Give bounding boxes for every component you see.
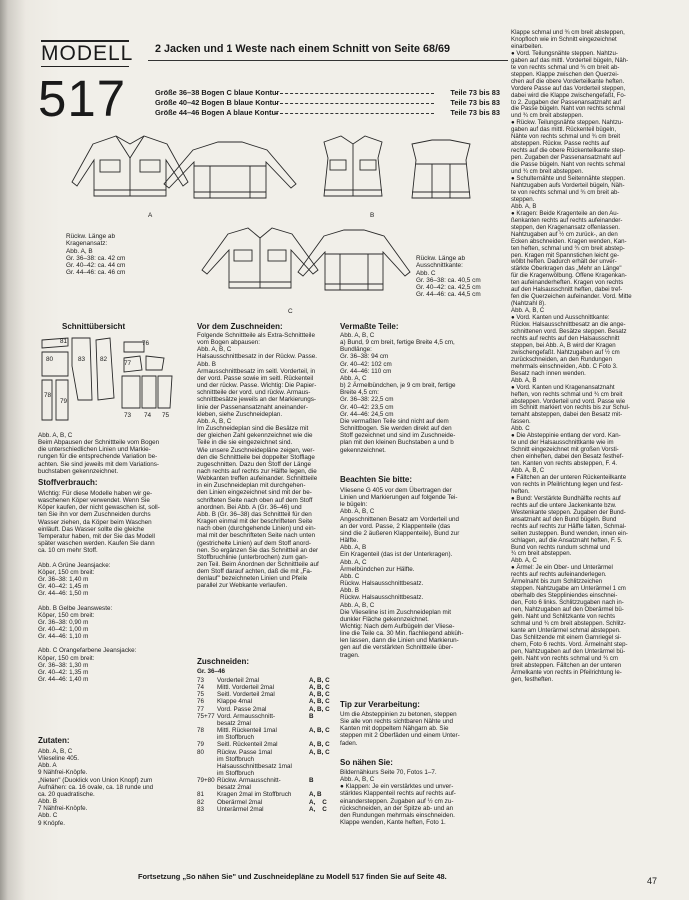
- jacket-c-front-drawing: [202, 228, 318, 288]
- piece-78: 78: [44, 392, 52, 399]
- beachten-heading: Beachten Sie bitte:: [340, 475, 413, 484]
- title-divider: [148, 60, 508, 61]
- piece-77: 77: [124, 360, 132, 367]
- piece-number: 79+80: [197, 777, 215, 785]
- vor-dem-zuschneiden-text: Folgende Schnittteile als Extra-Schnittteile vom Bogen abpausen: Abb. A, B, C Halsausschnittbesatz in der Rückw. Passe. Abb. B Armausschnittbesatz im seitl. Vorderteil, in der vord. Passe sowie im seitl. Rückenteil und der rückw. Passe. Wichtig: Die Papier- schnittteile der vord. und rückw. Armaus- schnittbesätze jeweils an der Markierungs- linie der Passenansatznaht aneinander- kleben, siehe Zuschneideplan. Abb. A, B, C Im Zuschneideplan sind die Besätze mit der gleichen Zahl gekennzeichnet wie die Teile in die sie eingezeichnet sind. Wie unsere Zuschneidepläne zeigen, wer- den die Schnittteile bei doppelter Stofflage zugeschnitten. Dazu den Stoff der Länge nach rechts auf rechts zur Hälfte legen, die Webkanten treffen aufeinander. Schnittteile in ein Zuschneideplan mit durchgehen- den Linien eingezeichnet sind mit der be- schrifteten Seite nach oben auf dem Stoff anordnen. Bei Abb. A (Gr. 36–46) und Abb. B (Gr. 36–38) das Schnittteil für den Kragen einmal mit der beschrifteten Seite nach oben (durchgehende Linien) und ein- mal mit der beschrifteten Seite nach unten (gestrichelte Linien) auf dem Stoff anord- nen. So ergänzen Sie das Schnittteil an der Stoffbruchlinie (unterbrochen) zum gan- zen Teil. Beim Anordnen der Schnittteile auf dem Stoff darauf achten, daß die mit „Fa- denlauf" bezeichneten Linien und Pfeile parallel zur Webkante verlaufen.: [197, 332, 319, 590]
- piece-number: 75: [197, 691, 205, 699]
- piece-name: Unterärmel 2mal: [217, 805, 264, 813]
- piece-name: Rückw. Armausschnitt- besatz 2mal: [217, 777, 281, 792]
- page-title: 2 Jacken und 1 Weste nach einem Schnitt von Seite 68/69: [155, 43, 451, 55]
- piece-variation: A, B, C: [309, 677, 330, 684]
- piece-79: 79: [60, 398, 68, 405]
- piece-name: Mittl. Vorderteil 2mal: [217, 684, 275, 692]
- piece-variation: A, B, C: [309, 727, 330, 735]
- piece-variation: A, B, C: [309, 684, 330, 692]
- figure-label-c: C: [288, 308, 293, 315]
- zutaten-text: Abb. A, B, C Vlieseline 405. Abb. A 9 Nähfrei-Knöpfe. „Nieten" (Duoklick von Union Knopf) zum Aufnähen: ca. 16 ovale, ca. 18 runde und ca. 20 quadratische. Abb. B 7 Nähfrei-Knöpfe. Abb. C 9 Knöpfe.: [38, 748, 154, 827]
- vest-b-back-drawing: [412, 140, 470, 198]
- footer-note: Fortsetzung „So nähen Sie" und Zuschneidepläne zu Modell 517 finden Sie auf Seite 48.: [138, 872, 447, 881]
- piece-73: 73: [124, 412, 132, 419]
- piece-name: Kragen 2mal im Stoffbruch: [217, 791, 292, 799]
- piece-name: Vorderteil 2mal: [217, 677, 259, 684]
- piece-variation: A, B, C: [309, 748, 330, 756]
- piece-number: 75+77: [197, 712, 215, 720]
- size-row: Größe 44–46 Bogen A blaue Kontur Teile 73 bis 83: [155, 108, 500, 117]
- stoffverbrauch-heading: Stoffverbrauch:: [38, 478, 98, 487]
- piece-name: Vord. Armausschnitt- besatz 2mal: [217, 712, 276, 727]
- piece-name: Oberärmel 2mal: [217, 798, 263, 806]
- back-length-ab: Rückw. Länge ab Kragenansatz: Abb. A, B Gr. 36–38: ca. 42 cm Gr. 40–42: ca. 44 cm Gr. 44–46: ca. 46 cm: [66, 233, 126, 277]
- piece-number: 78: [197, 727, 205, 735]
- tip-text: Um die Absteppinien zu betonen, steppen Sie alle von rechts sichtbaren Nähte und Kanten mit doppeltem Nähgarn ab. Sie steppen mit 2 Oberfäden und einem Unter- faden.: [340, 711, 460, 747]
- beachten-text: Vliesene G 405 vor dem Übertragen der Linien und Markierungen auf folgende Tei- le bügeln: Abb. A, B, C Angeschnittenen Besatz am Vorderteil und an der vord. Passe, 2 Klappenteile (das sind die 2 äußeren Klappenteile), Bund zur Hälfte. Abb. A, B Ein Kragenteil (das ist der Unterkragen). Abb. A, C Ärmelbündchen zur Hälfte. Abb. C Rückw. Halsausschnittbesatz. Abb. B Rückw. Halsausschnittbesatz. Abb. A, B, C Die Vlieseline ist im Zuschneideplan mit dunkler Fläche gekennzeichnet. Wichtig: Nach dem Aufbügeln der Vliese- line die Teile ca. 30 Min. flachliegend abküh- len lassen, dann die Linien und Markierun- gen auf die verstärkten Schnittteile über- tragen.: [340, 487, 464, 659]
- jacket-a-front-drawing: [72, 136, 188, 196]
- piece-number: 76: [197, 698, 205, 706]
- piece-80: 80: [46, 356, 54, 363]
- piece-variation: A, C: [309, 805, 327, 813]
- piece-81: 81: [60, 338, 68, 345]
- piece-76: 76: [142, 340, 150, 347]
- piece-name: Vord. Passe 2mal: [217, 705, 267, 713]
- piece-variation: B: [309, 712, 314, 720]
- piece-variation: A, B, C: [309, 741, 330, 749]
- vest-b-front-drawing: [324, 136, 382, 196]
- piece-variation: A, B: [309, 791, 322, 799]
- size-table: [155, 88, 500, 118]
- size-row: Größe 40–42 Bogen B blaue Kontur Teile 73 bis 83: [155, 98, 500, 107]
- piece-name: Klappe 4mal: [217, 698, 253, 706]
- piece-name: Seitl. Vorderteil 2mal: [217, 691, 275, 699]
- piece-75: 75: [162, 412, 170, 419]
- vor-dem-zuschneiden-heading: Vor dem Zuschneiden:: [197, 322, 283, 331]
- jacket-a-back-drawing: [164, 142, 296, 198]
- piece-number: 79: [197, 741, 205, 749]
- piece-variation: B: [309, 777, 314, 785]
- piece-number: 80: [197, 748, 205, 756]
- piece-variation: A, C: [309, 798, 327, 806]
- piece-number: 73: [197, 677, 205, 684]
- modell-label: MODELL: [41, 42, 134, 65]
- page-number: 47: [647, 876, 658, 886]
- so-naehen-heading: So nähen Sie:: [340, 758, 393, 767]
- sewing-instructions: Klappe schmal und ¾ cm breit absteppen, Knopfloch wie im Schnitt eingezeichnet einarbeiten. ● Vord. Teilungsnähte steppen. Nahtzu- gaben auf das mittl. Vorderteil bügeln, Näh- te von rechts schmal und ¾ cm breit ab- steppen. Klappe zwischen den Querzei- chen auf die obere Vorderteilkante heften. Vordere Passe auf das Vorderteil steppen, dabei wird die Klappe zwischengefaßt, Fo- to 2. Zugaben der Passenansatznaht auf die Passe bügeln. Naht von rechts schmal und ¾ cm breit absteppen. ● Rückw. Teilungsnähte steppen. Nahtzu- gaben auf das mittl. Rückenteil bügeln, Nähte von rechts schmal und ¾ cm breit absteppen. Rückw. Passe rechts auf rechts auf die obere Rückenteilkante step- pen. Zugaben der Passenansatznaht auf die Passe bügeln. Naht von rechts schmal und ¾ cm breit absteppen. ● Schulternähte und Seitennähte steppen. Nahtzugaben aufs Vorderteil bügeln, Näh- te von rechts schmal und ¾ cm breit ab- steppen. Abb. A, B ● Kragen: Beide Kragenteile an den Au- ßenkanten rechts auf rechts aufeinander- steppen, den Kragenansatz offenlassen. Nahtzugaben auf ½ cm zurück-, an den Ecken abschneiden. Kragen wenden, Kan- ten heften, schmal und ¾ cm breit abstep- pen. Kragen mit Spannstichen leicht ge- wölbt heften. Dadurch erhält der unver- stärkte Oberkragen das „Mehr an Länge" für die Kragenwölbung. Offene Kragenkan- ten aufeinanderheften. Kragen von rechts auf den Halsausschnitt heften, dabei tref- fen die Querzeichen aufeinander. Vord. Mitte (Nahtzahl 8). Abb. A, B, C ● Vord. Kanten und Ausschnittkante: Rückw. Halsausschnittbesatz an die ange- schnittenen vord. Besätze steppen. Besatz rechts auf rechts auf den Halsausschnitt steppen, bei Abb. A, B wird der Kragen zwischengefaßt. Nahtzugaben auf ½ cm zurückschneiden, an den Rundungen mehrmals einschneiden, Abb. C Foto 3. Besatz nach innen wenden. Abb. A, B ● Vord. Kanten und Kragenansatznaht heften, von rechts schmal und ¾ cm breit absteppen. Vorderteil und vord. Passe wie im Schnitt markiert von rechts bis zur Schul- temaht absteppen, dabei den Besatz mit- fassen. Abb. C ● Die Absteppinie entlang der vord. Kan- te und der Halsausschnittkante wie im Schnitt eingezeichnet mit großen Vorsti- chen einheften, dabei den Besatz festhef- ten. Kanten von rechts absteppen, F. 4. Abb. A, B, C ● Fältchen an der unteren Rückenteilkante von rechts in Pfeilrichtung legen und fest- heften. ● Bund: Verstärkte Bundhälfte rechts auf rechts auf die untere Jackenkante bzw. Westenkante steppen. Zugaben der Bund- ansatznaht auf den Bund bügeln. Bund rechts auf rechts zur Hälfte falten, Schmal- seiten zusteppen. Bund wenden, innen ein- schlagen, auf die Ansatznaht heften, F. 5. Bund von rechts rundum schmal und ¾ cm breit absteppen. Abb. A, C ● Ärmel: Je ein Ober- und Unterärmel rechts auf rechts aufeinanderlegen. Ärmelnaht bis zum Schlitzzeichen steppen. Nahtzugabe am Unterärmel 1 cm oberhalb des Steppliniendes einschnei- den, Foto 6 links. Schlitzzugaben nach in- nen, Nahtzugaben auf den Oberärmel bü- geln. Naht und Schlitzkante von rechts schmal und ¾ cm breit absteppen. Schlitz- kante am Unterärmel schmal absteppen. Das Schlitzende mit einem Garnriegel si- chern, Foto 6 rechts. Vord. Ärmelnaht step- pen, Nahtzugaben auf den Unterärmel bü- geln. Naht von rechts schmal und ¾ cm breit absteppen. Fältchen an der unteren Ärmelkante von rechts in Pfeilrichtung le- gen, festheften.: [511, 29, 632, 683]
- piece-name: Mittl. Rückenteil 1mal im Stoffbruch: [217, 727, 277, 742]
- piece-variation: A, B, C: [309, 691, 330, 699]
- so-naehen-text: Bildernähkurs Seite 70, Fotos 1–7. Abb. A, B, C ● Klappen: Je ein verstärktes und unver- stärktes Klappenteil rechts auf rechts auf- einandersteppen. Zugaben auf ½ cm zu- rückschneiden, an der Spitze ab- und an den Rundungen mehrmals einschneiden. Klappe wenden, Kante heften, Foto 1.: [340, 769, 456, 827]
- stoffverbrauch-text: Wichtig: Für diese Modelle haben wir ge- waschenen Köper verwendet. Wenn Sie Köper kaufen, der nicht gewaschen ist, soll- ten Sie ihn vor dem Zuschneiden durchs Wasser ziehen, da Köper beim Waschen einläuft. Das Wasser sollte die gleiche Temperatur haben, mit der Sie das Modell später waschen werden. Kaufen Sie dann ca. 10 cm mehr Stoff. Abb. A Grüne Jeansjacke: Köper, 150 cm breit: Gr. 36–38: 1,40 m Gr. 40–42: 1,45 m Gr. 44–46: 1,50 m Abb. B Gelbe Jeansweste: Köper, 150 cm breit: Gr. 36–38: 0,90 m Gr. 40–42: 1,00 m Gr. 44–46: 1,10 m Abb. C Orangefarbene Jeansjacke: Köper, 150 cm breit: Gr. 36–38: 1,30 m Gr. 40–42: 1,35 m Gr. 44–46: 1,40 m: [38, 490, 160, 684]
- piece-number: 83: [197, 805, 205, 813]
- zuschneiden-heading: Zuschneiden:: [197, 657, 250, 666]
- zutaten-heading: Zutaten:: [38, 736, 70, 745]
- vermasste-teile-text: Abb. A, B, C a) Bund, 9 cm breit, fertige Breite 4,5 cm, Bundlänge: Gr. 36–38: 94 cm Gr. 40–42: 102 cm Gr. 44–46: 110 cm Abb. A, C b) 2 Ärmelbündchen, je 9 cm breit, fertige Breite 4,5 cm: Gr. 36–38: 22,5 cm Gr. 40–42: 23,5 cm Gr. 44–46: 24,5 cm Die vermaßten Teile sind nicht auf dem Schnittbogen. Sie werden direkt auf den Stoff gezeichnet und sind im Zuschneide- plan mit den kleinen Buchstaben a und b gekennzeichnet.: [340, 332, 456, 454]
- piece-83: 83: [78, 356, 86, 363]
- piece-74: 74: [144, 412, 152, 419]
- jacket-c-back-drawing: [298, 230, 410, 290]
- model-number: 517: [38, 70, 127, 127]
- tip-heading: Tip zur Verarbeitung:: [340, 700, 420, 709]
- zuschneiden-sizes: Gr. 36–46: [197, 668, 226, 675]
- piece-number: 74: [197, 684, 205, 692]
- figure-label-b: B: [370, 212, 375, 219]
- vermasste-teile-heading: Vermaßte Teile:: [340, 322, 399, 331]
- schnitt-heading: Schnittübersicht: [62, 322, 126, 331]
- piece-number: 77: [197, 705, 205, 713]
- piece-name: Seitl. Rückenteil 2mal: [217, 741, 278, 749]
- abb-note: Abb. A, B, C Beim Abpausen der Schnittteile vom Bogen die unterschiedlichen Linien und Markie- rungen für die entsprechende Variation be- achten. Sie sind jeweils mit dem Variations- buchstaben gekennzeichnet.: [38, 432, 160, 475]
- piece-name: Rückw. Passe 1mal im Stoffbruch Halsausschnittbesatz 1mal im Stoffbruch: [217, 748, 292, 777]
- piece-variation: A, B, C: [309, 698, 330, 706]
- piece-82: 82: [100, 356, 108, 363]
- size-row: Größe 36–38 Bogen C blaue Kontur Teile 73 bis 83: [155, 88, 500, 97]
- back-length-c: Rückw. Länge ab Ausschnittkante: Abb. C Gr. 36–38: ca. 40,5 cm Gr. 40–42: ca. 42,5 cm Gr. 44–46: ca. 44,5 cm: [416, 255, 481, 299]
- piece-number: 82: [197, 798, 205, 806]
- piece-number: 81: [197, 791, 205, 799]
- piece-variation: A, B, C: [309, 705, 330, 713]
- figure-label-a: A: [148, 212, 153, 219]
